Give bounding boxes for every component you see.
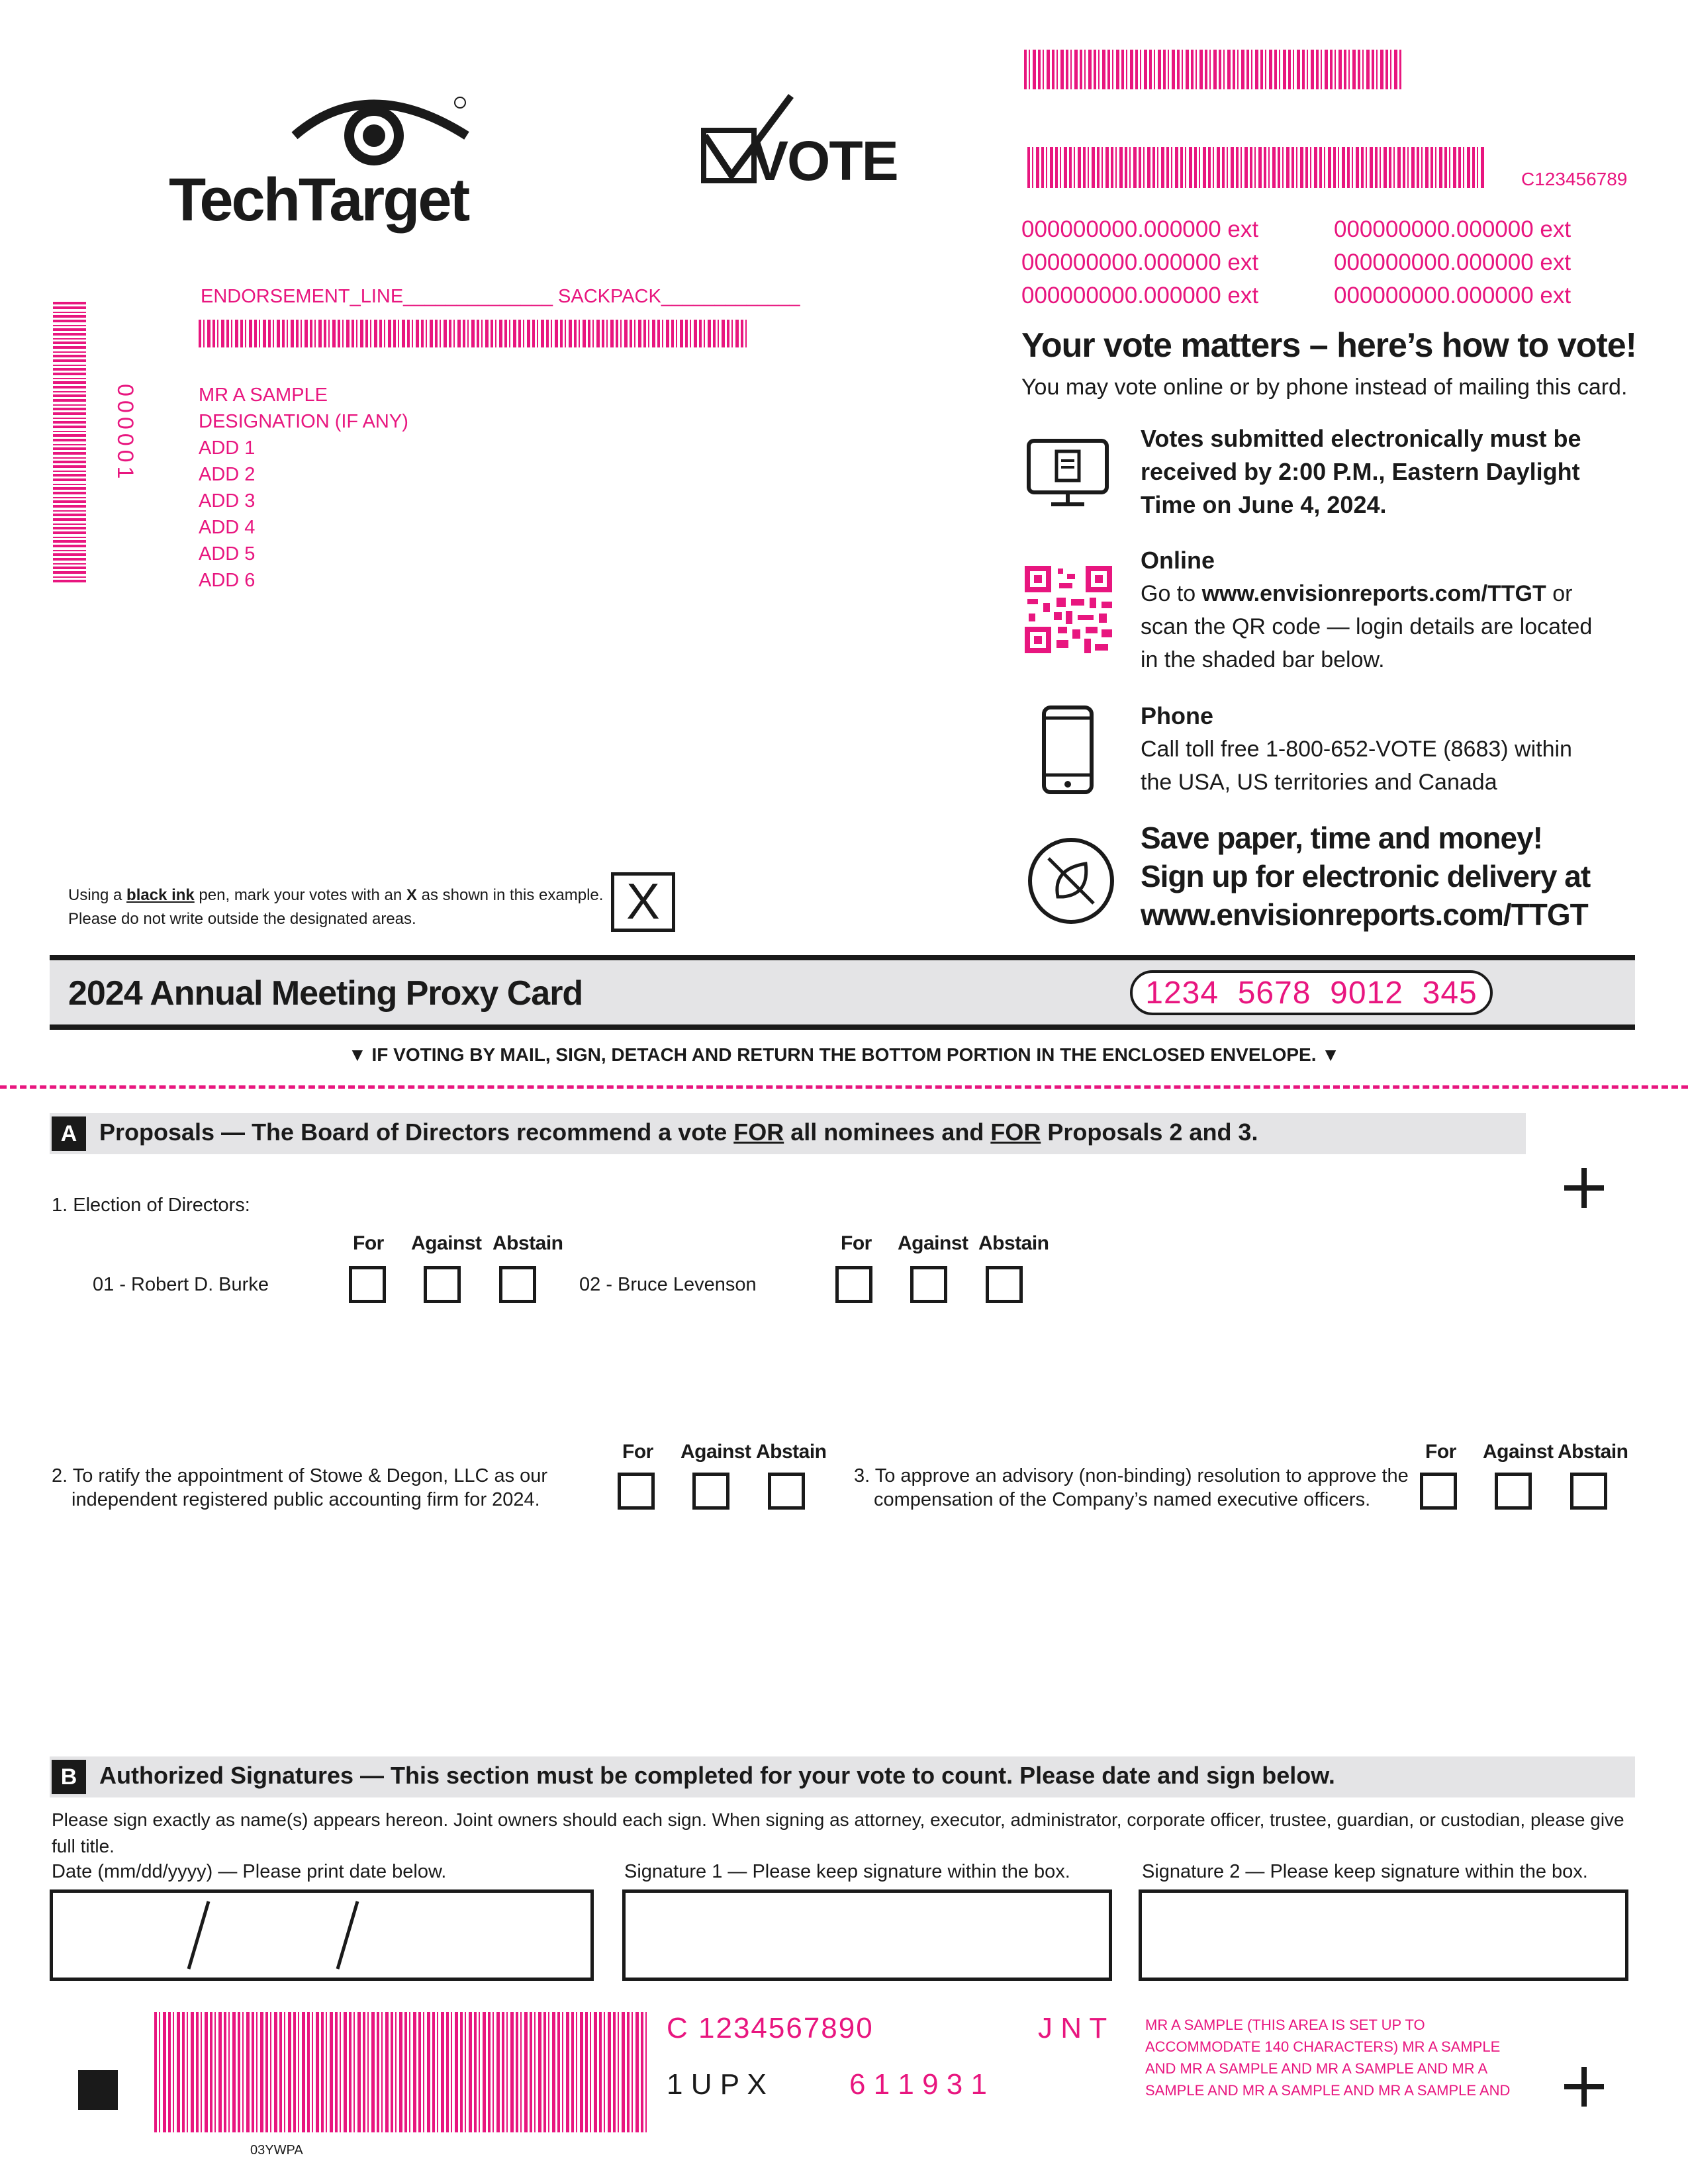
techtarget-logo: [169, 86, 473, 238]
signature-2-label: Signature 2 — Please keep signature within the box.: [1142, 1861, 1588, 1882]
signature-1-label: Signature 1 — Please keep signature within the box.: [624, 1861, 1070, 1882]
top-barcode-1: [1024, 50, 1401, 89]
section-a-title-part: FOR: [733, 1118, 784, 1146]
nominee-02-abstain-checkbox[interactable]: [986, 1266, 1023, 1303]
save-line: Sign up for electronic delivery at: [1141, 859, 1591, 893]
deadline-text: Votes submitted electronically must be received by 2:00 P.M., Eastern Daylight Time on June 4, 2024.: [1141, 425, 1581, 518]
instruction-text: pen, mark your votes with an: [194, 886, 406, 904]
online-text: [1141, 577, 1604, 676]
example-x-mark: X: [626, 874, 660, 930]
address-line: MR A SAMPLE: [199, 385, 328, 406]
nominee-01-abstain-checkbox[interactable]: [499, 1266, 536, 1303]
eye-logo-icon: [169, 86, 473, 179]
abstain-label: Abstain: [756, 1441, 827, 1463]
login-code: 1234 5678 9012 345: [1145, 976, 1477, 1011]
online-text-part: Go to: [1141, 581, 1202, 606]
form-code: 03YWPA: [250, 2143, 303, 2158]
date-separator-slash: [328, 1896, 367, 1974]
nominee-01-against-checkbox[interactable]: [424, 1266, 461, 1303]
save-url-link[interactable]: www.envisionreports.com/TTGT: [1141, 897, 1588, 932]
proxy-card-title: 2024 Annual Meeting Proxy Card: [68, 974, 583, 1013]
for-label: For: [1425, 1441, 1456, 1463]
ext-code: 000000000.000000 ext: [1334, 216, 1571, 242]
instruction-text: as shown in this example.: [416, 886, 604, 904]
footer-sample-text: MR A SAMPLE (THIS AREA IS SET UP TO ACCOMMODATE 140 CHARACTERS) MR A SAMPLE AND MR A SAMPLE AND MR A SAMPLE AND MR A SAMPLE AND MR A SAMPLE AND MR A SAMPLE AND: [1145, 2017, 1511, 2099]
proposal-3-for-checkbox[interactable]: [1420, 1473, 1457, 1510]
footer-number: 6 1 1 9 3 1: [849, 2068, 987, 2101]
nominee-01-for-checkbox[interactable]: [349, 1266, 386, 1303]
save-paper-text: [1141, 819, 1590, 934]
address-line: ADD 2: [199, 464, 256, 485]
techtarget-wordmark: TechTarget: [169, 166, 469, 234]
registration-square: [78, 2070, 118, 2110]
detach-text: IF VOTING BY MAIL, SIGN, DETACH AND RETURN THE BOTTOM PORTION IN THE ENCLOSED ENVELOPE.: [371, 1044, 1317, 1065]
vote-logo-text: VOTE: [751, 130, 898, 192]
date-label: Date (mm/dd/yyyy) — Please print date below.: [52, 1861, 447, 1882]
section-a-title: [99, 1118, 1258, 1146]
vote-logo: [698, 89, 898, 195]
proxy-card-bar: [50, 955, 1635, 1030]
address-line: ADD 5: [199, 543, 256, 565]
control-code: C123456789: [1521, 169, 1628, 189]
top-barcode-2: [1027, 147, 1485, 188]
section-a-letter: A: [52, 1116, 86, 1151]
against-label: Against: [1483, 1441, 1554, 1463]
for-label: For: [353, 1232, 384, 1254]
ext-code: 000000000.000000 ext: [1021, 250, 1259, 275]
vote-subheadline: You may vote online or by phone instead of mailing this card.: [1021, 375, 1628, 400]
down-arrow-icon: ▼: [348, 1044, 372, 1065]
proposal-2-abstain-checkbox[interactable]: [768, 1473, 805, 1510]
proposal-3-text: [854, 1464, 1409, 1512]
proposal-3-against-checkbox[interactable]: [1495, 1473, 1532, 1510]
nominee-02: 02 - Bruce Levenson: [579, 1274, 757, 1295]
election-label: 1. Election of Directors:: [52, 1195, 250, 1216]
nominee-01: 01 - Robert D. Burke: [93, 1274, 269, 1295]
upx-code: 1 U P X: [667, 2068, 767, 2101]
registration-plus-icon: [1561, 2064, 1607, 2110]
signature-2-box[interactable]: [1139, 1889, 1628, 1981]
proposal-2-against-checkbox[interactable]: [692, 1473, 729, 1510]
example-mark-box: [611, 872, 675, 932]
section-a-title-part: Proposals 2 and 3.: [1041, 1118, 1258, 1146]
online-title: Online: [1141, 547, 1215, 574]
jnt-code: J N T: [1038, 2012, 1107, 2044]
leaf-icon: [1026, 836, 1116, 926]
instruction-emphasis: black ink: [126, 886, 195, 904]
endorsement-line: ENDORSEMENT_LINE______________ SACKPACK_____________: [201, 286, 800, 307]
proposal-2-for-checkbox[interactable]: [618, 1473, 655, 1510]
signature-1-box[interactable]: [622, 1889, 1112, 1981]
address-line: ADD 4: [199, 517, 256, 538]
address-line: ADD 1: [199, 437, 256, 459]
section-b-title: Authorized Signatures — This section must be completed for your vote to count. Please date and sign below.: [99, 1762, 1335, 1789]
postal-barcode: [199, 320, 749, 347]
section-a-title-part: Proposals — The Board of Directors recommend a vote: [99, 1118, 734, 1146]
vote-headline: Your vote matters – here’s how to vote!: [1021, 326, 1636, 365]
online-url-link[interactable]: www.envisionreports.com/TTGT: [1201, 581, 1546, 606]
ext-code: 000000000.000000 ext: [1021, 283, 1259, 308]
section-a-title-part: FOR: [990, 1118, 1041, 1146]
monitor-icon: [1025, 437, 1111, 510]
abstain-label: Abstain: [978, 1232, 1049, 1254]
proposal-2-line: 2. To ratify the appointment of Stowe & Degon, LLC as our: [52, 1465, 548, 1486]
date-input-box[interactable]: [50, 1889, 594, 1981]
date-separator-slash: [179, 1896, 218, 1974]
address-line: ADD 3: [199, 490, 256, 512]
login-code-pill: [1130, 970, 1493, 1015]
instruction-text: Using a: [68, 886, 127, 904]
address-block: [199, 382, 408, 594]
address-line: ADD 6: [199, 570, 256, 591]
proposal-3-line: compensation of the Company’s named executive officers.: [874, 1489, 1371, 1510]
signature-instructions: Please sign exactly as name(s) appears hereon. Joint owners should each sign. When signing as attorney, executor, administrator, corporate officer, trustee, guardian, or custodian, please give full title.: [52, 1809, 1624, 1856]
ext-code: 000000000.000000 ext: [1334, 250, 1571, 275]
phone-text: Call toll free 1-800-652-VOTE (8683) within the USA, US territories and Canada: [1141, 737, 1572, 795]
nominee-02-for-checkbox[interactable]: [835, 1266, 872, 1303]
for-label: For: [622, 1441, 653, 1463]
address-line: DESIGNATION (IF ANY): [199, 411, 408, 432]
vertical-sequence-code: 000001: [113, 384, 138, 483]
instruction-emphasis: X: [406, 886, 417, 904]
footer-barcode: [154, 2012, 647, 2132]
vertical-barcode: [53, 301, 86, 582]
ext-code: 000000000.000000 ext: [1021, 216, 1259, 242]
perforation-line[interactable]: [0, 1085, 1688, 1089]
online-text-part: or scan the QR code — login details are located in the shaded bar below.: [1141, 581, 1593, 672]
proposal-2-text: [52, 1464, 547, 1512]
account-code: C 1234567890: [667, 2012, 874, 2044]
ext-code: 000000000.000000 ext: [1334, 283, 1571, 308]
online-section: [1141, 544, 1604, 676]
down-arrow-icon: ▼: [1316, 1044, 1340, 1065]
qr-code-icon: [1025, 566, 1112, 653]
phone-title: Phone: [1141, 702, 1214, 729]
against-label: Against: [898, 1232, 968, 1254]
proposal-3-line: 3. To approve an advisory (non-binding) resolution to approve the: [854, 1465, 1409, 1486]
abstain-label: Abstain: [1558, 1441, 1628, 1463]
save-line: Save paper, time and money!: [1141, 821, 1543, 855]
instruction-text: Please do not write outside the designated areas.: [68, 910, 416, 928]
section-b-letter: B: [52, 1760, 86, 1794]
proposal-2-line: independent registered public accounting firm for 2024.: [71, 1489, 540, 1510]
against-label: Against: [411, 1232, 482, 1254]
against-label: Against: [680, 1441, 751, 1463]
mark-instructions: [68, 884, 603, 931]
phone-icon: [1041, 705, 1094, 795]
abstain-label: Abstain: [492, 1232, 563, 1254]
section-a-title-part: all nominees and: [784, 1118, 991, 1146]
nominee-02-against-checkbox[interactable]: [910, 1266, 947, 1303]
proposal-3-abstain-checkbox[interactable]: [1570, 1473, 1607, 1510]
registration-plus-icon: [1561, 1165, 1607, 1211]
detach-instruction: [0, 1044, 1688, 1066]
for-label: For: [841, 1232, 872, 1254]
phone-section: [1141, 700, 1591, 799]
